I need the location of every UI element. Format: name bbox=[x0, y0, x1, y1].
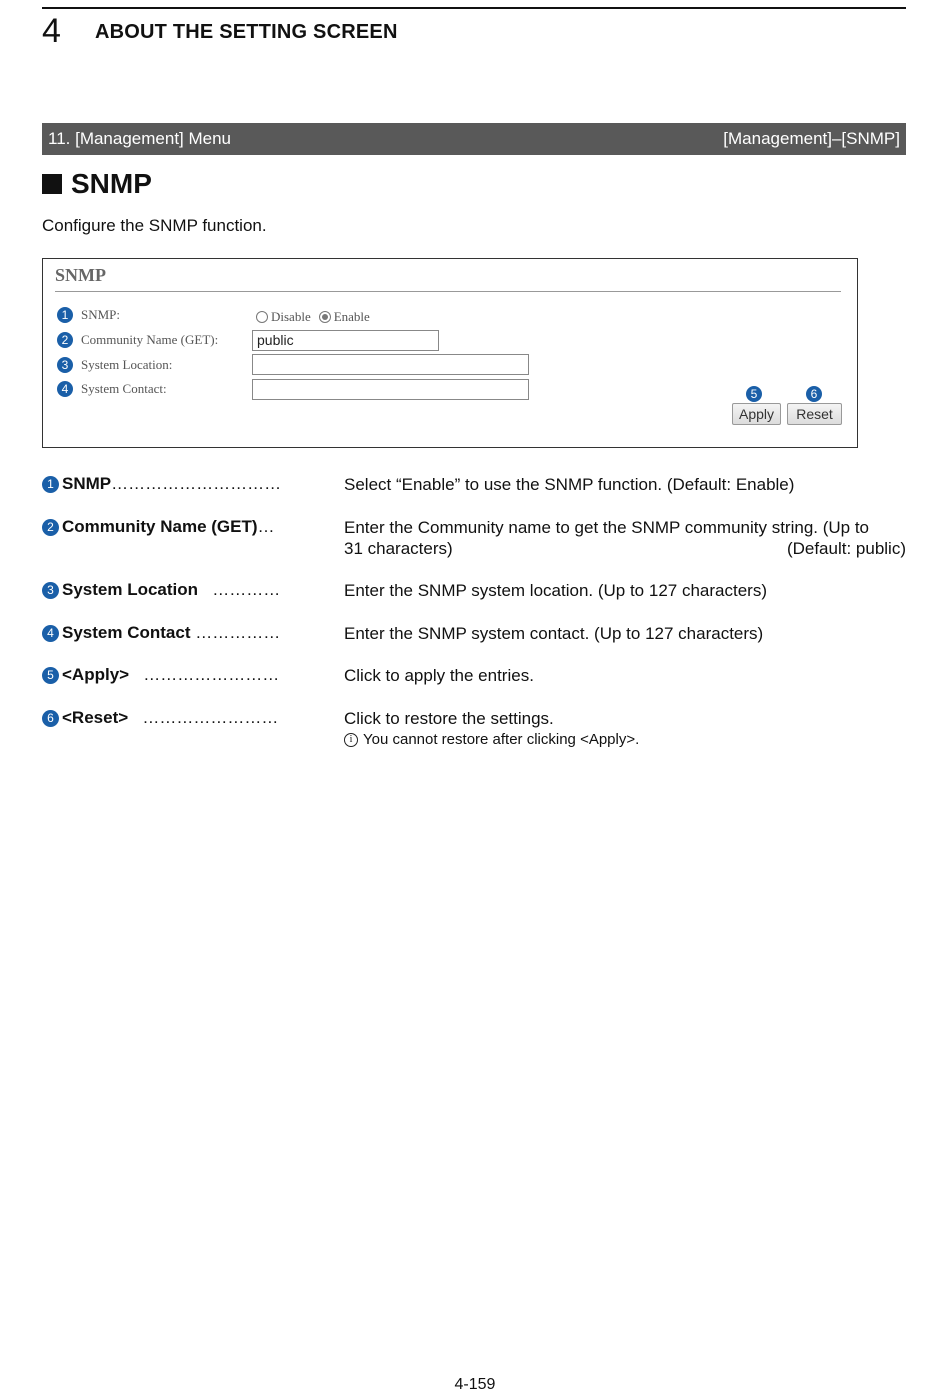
desc-term bbox=[42, 517, 275, 537]
desc-term bbox=[42, 474, 281, 494]
desc-definition: Enter the SNMP system location. (Up to 127 characters) bbox=[344, 581, 767, 600]
row-snmp bbox=[57, 307, 120, 323]
desc-definition: Enter the SNMP system contact. (Up to 127 characters) bbox=[344, 624, 764, 643]
callout-2-icon: 2 bbox=[42, 519, 59, 536]
header-rule bbox=[42, 7, 906, 9]
definition-line-1: Click to restore the settings. bbox=[344, 709, 554, 728]
term-text: System Location bbox=[62, 580, 199, 599]
callout-4-icon: 4 bbox=[42, 625, 59, 642]
callout-1-icon: 1 bbox=[42, 476, 59, 493]
callout-5-icon: 5 bbox=[42, 667, 59, 684]
callout-3-icon: 3 bbox=[57, 357, 73, 373]
callout-6-icon: 6 bbox=[42, 710, 59, 727]
square-bullet-icon bbox=[42, 174, 62, 194]
term-text: System Contact bbox=[62, 623, 191, 642]
callout-1-icon: 1 bbox=[57, 307, 73, 323]
info-icon: i bbox=[344, 733, 358, 747]
definition-line-2-left: 31 characters) bbox=[344, 539, 453, 558]
snmp-settings-panel bbox=[42, 258, 858, 448]
row-label: Community Name (GET): bbox=[81, 332, 219, 347]
callout-5-icon: 5 bbox=[746, 386, 762, 402]
row-contact bbox=[57, 381, 167, 397]
definition-line-2 bbox=[344, 538, 906, 559]
row-community bbox=[57, 332, 218, 348]
term-leader-dots: ………………………… bbox=[111, 474, 282, 493]
system-contact-input[interactable] bbox=[252, 379, 529, 400]
term-leader-dots: …………… bbox=[190, 623, 281, 642]
note bbox=[344, 729, 906, 750]
reset-button[interactable]: Reset bbox=[787, 403, 842, 425]
section-title bbox=[42, 168, 152, 200]
row-label: System Contact: bbox=[81, 381, 167, 396]
desc-definition: Click to apply the entries. bbox=[344, 666, 534, 685]
desc-definition bbox=[344, 517, 906, 559]
disable-radio[interactable] bbox=[256, 311, 268, 323]
menu-bar-left: 11. [Management] Menu bbox=[48, 129, 232, 148]
enable-radio-label: Enable bbox=[333, 309, 370, 324]
snmp-radio-group bbox=[256, 309, 378, 325]
row-label: System Location: bbox=[81, 357, 173, 372]
desc-term bbox=[42, 580, 280, 600]
page-number: 4-159 bbox=[454, 1376, 496, 1393]
callout-3-icon: 3 bbox=[42, 582, 59, 599]
term-leader-dots: …………………… bbox=[129, 665, 280, 684]
desc-term bbox=[42, 665, 279, 685]
definition-line-1: Enter the Community name to get the SNMP community string. (Up to bbox=[344, 518, 870, 537]
term-leader-dots: … bbox=[257, 517, 275, 536]
desc-definition bbox=[344, 708, 906, 750]
system-location-input[interactable] bbox=[252, 354, 529, 375]
callout-4-icon: 4 bbox=[57, 381, 73, 397]
menu-bar-right: [Management]–[SNMP] bbox=[723, 129, 900, 148]
disable-radio-label: Disable bbox=[271, 309, 311, 324]
desc-definition: Select “Enable” to use the SNMP function. (Default: Enable) bbox=[344, 475, 795, 494]
term-text: <Apply> bbox=[62, 665, 130, 684]
community-name-input[interactable]: public bbox=[252, 330, 439, 351]
term-text: <Reset> bbox=[62, 708, 129, 727]
chapter-title: ABOUT THE SETTING SCREEN bbox=[95, 21, 398, 43]
row-label: SNMP: bbox=[81, 307, 121, 322]
chapter-number: 4 bbox=[42, 12, 61, 50]
menu-bar bbox=[42, 123, 906, 155]
term-text: Community Name (GET) bbox=[62, 517, 258, 536]
enable-radio[interactable] bbox=[319, 311, 331, 323]
panel-divider bbox=[55, 291, 841, 292]
term-text: SNMP bbox=[62, 474, 112, 493]
apply-button[interactable]: Apply bbox=[732, 403, 781, 425]
term-leader-dots: …………………… bbox=[128, 708, 279, 727]
desc-term bbox=[42, 708, 278, 728]
panel-title: SNMP bbox=[55, 265, 106, 285]
section-title-text: SNMP bbox=[71, 168, 152, 199]
row-location bbox=[57, 357, 172, 373]
callout-2-icon: 2 bbox=[57, 332, 73, 348]
callout-6-icon: 6 bbox=[806, 386, 822, 402]
desc-term bbox=[42, 623, 280, 643]
definition-default: (Default: public) bbox=[786, 539, 906, 558]
note-text: You cannot restore after clicking <Apply>. bbox=[363, 731, 640, 748]
term-leader-dots: ………… bbox=[198, 580, 281, 599]
section-description: Configure the SNMP function. bbox=[42, 216, 267, 235]
